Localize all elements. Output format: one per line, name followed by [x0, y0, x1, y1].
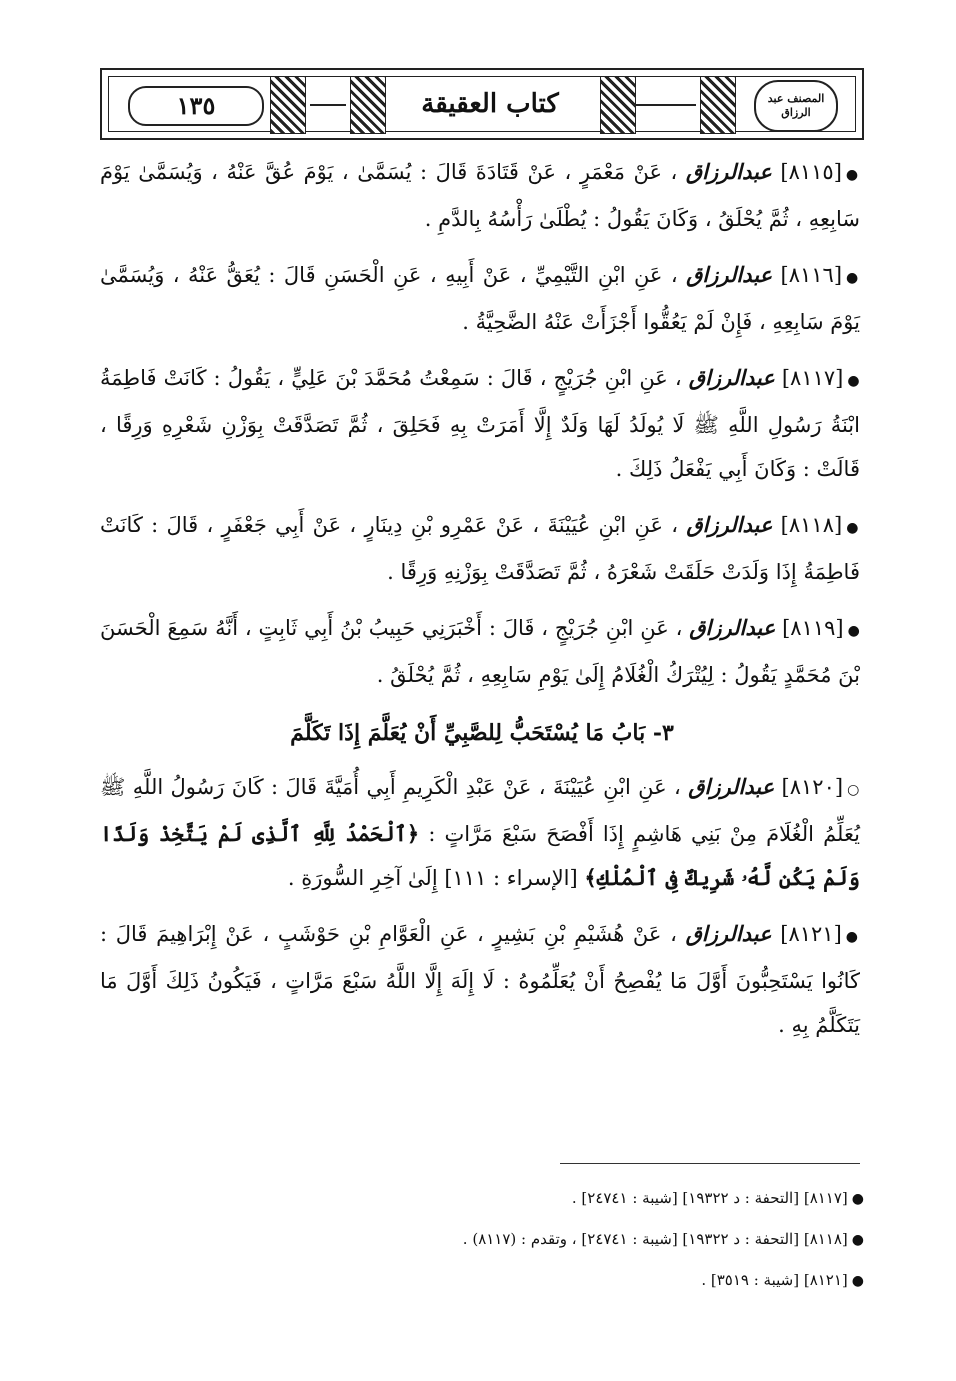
footnote-item: [100, 1219, 864, 1260]
narrator-name: عبدالرزاق: [686, 512, 773, 537]
ornament-left-icon: [270, 76, 306, 134]
bullet-icon: ●: [851, 1232, 864, 1248]
hadith-8121: [100, 912, 864, 1047]
hadith-number: [٨١٢١]: [780, 922, 842, 946]
quran-verse: ﴿ٱلْحَمْدُ لِلَّهِ ٱلَّذِى لَمْ يَتَّخِذْ وَلَدًا وَلَمْ يَكُن لَّهُۥ شَرِيكٌ فِى ٱلْمُلْكِ﴾: [100, 821, 860, 890]
footnote-text: [٨١١٨] [التحفة : د ١٩٣٢٢] [شيبة : ٢٤٧٤١] ، وتقدم : (٨١١٧) .: [462, 1230, 848, 1248]
hadith-8117: [100, 356, 864, 491]
page-number: ١٣٥: [128, 86, 264, 126]
hadith-8115: [100, 150, 864, 241]
narrator-name: عبدالرزاق: [685, 921, 772, 946]
hadith-number: [٨١١٦]: [780, 263, 843, 287]
ornament-center-left-icon: [350, 76, 386, 134]
bullet-icon: ●: [846, 270, 860, 286]
verse-reference: [الإسراء : ١١١] إِلَىٰ آخِرِ السُّورَةِ .: [287, 866, 578, 890]
chapter-title: ٣- بَابُ مَا يُسْتَحَبُّ لِلصَّبِيِّ أَنْ يُعَلَّمَ إِذَا تَكَلَّمَ: [290, 720, 674, 746]
hadith-number: [٨١١٥]: [780, 160, 842, 184]
hadith-8116: [100, 253, 864, 344]
narrator-name: عبدالرزاق: [685, 159, 772, 184]
page-content: [100, 150, 864, 1059]
bullet-icon: ●: [845, 929, 860, 945]
hadith-text: ، عَنِ ابْنِ التَّيْمِيِّ ، عَنْ أَبِيهِ ، عَنِ الْحَسَنِ قَالَ : يُعَقُّ عَنْهُ ، وَيُسَمَّىٰ يَوْمَ سَابِعِهِ ، فَإِنْ لَمْ يَعُقُّوا أَجْزَأَتْ عَنْهُ الضَّحِيَّةُ .: [100, 263, 860, 334]
book-logo-icon: [754, 80, 838, 132]
bullet-icon: ●: [851, 1191, 864, 1207]
narrator-name: عبدالرزاق: [688, 365, 775, 390]
bullet-icon: ●: [847, 623, 861, 639]
bullet-icon: ●: [847, 373, 860, 389]
ornament-center-right-icon: [600, 76, 636, 134]
hadith-text: ، عَنِ ابْنِ جُرَيْجٍ ، قَالَ : أَخْبَرَنِي حَبِيبُ بْنُ أَبِي ثَابِتٍ ، أَنَّهُ سَمِعَ الْحَسَنَ بْنَ مُحَمَّدٍ يَقُولُ : لِيُتْرَكُ الْغُلَامُ إِلَىٰ يَوْمِ سَابِعِهِ ، ثُمَّ يُحْلَقُ .: [100, 616, 860, 687]
hadith-number: [٨١١٩]: [782, 616, 844, 640]
book-title: كتاب العقيقة: [421, 89, 559, 119]
footnote-text: [٨١٢١] [شيبة : ٣٥١٩] .: [701, 1271, 848, 1289]
footnotes: [100, 1178, 864, 1301]
hadith-number: [٨١١٨]: [780, 513, 843, 537]
footnote-item: [100, 1178, 864, 1219]
bullet-icon: ●: [851, 1273, 864, 1289]
footnote-text: [٨١١٧] [التحفة : د ١٩٣٢٢] [شيبة : ٢٤٧٤١] .: [571, 1189, 848, 1207]
hadith-8118: [100, 503, 864, 594]
hadith-text: ، عَنِ ابْنِ عُيَيْنَةَ ، عَنْ عَمْرِو بْنِ دِينَارٍ ، عَنْ أَبِي جَعْفَرٍ ، قَالَ : كَانَتْ فَاطِمَةُ إِذَا وَلَدَتْ حَلَقَتْ شَعْرَهُ ، ثُمَّ تَصَدَّقَتْ بِوَزْنِهِ وَرِقًا .: [100, 513, 860, 584]
hadith-text: ، عَنِ ابْنِ عُيَيْنَةَ ، عَنْ عَبْدِ الْكَرِيمِ أَبِي أُمَيَّةَ قَالَ : كَانَ رَسُولُ اللَّهِ ﷺ يُعَلِّمُ الْغُلَامَ مِنْ بَنِي هَاشِمٍ إِذَا أَفْصَحَ سَبْعَ مَرَّاتٍ :: [100, 775, 860, 846]
hadith-text: ، عَنْ مَعْمَرٍ ، عَنْ قَتَادَةَ قَالَ : يُسَمَّىٰ ، يَوْمَ عُقَّ عَنْهُ ، وَيُسَمَّىٰ يَوْمَ سَابِعِهِ ، ثُمَّ يُحْلَقُ ، وَكَانَ يَقُولُ : يُطْلَىٰ رَأْسُهُ بِالدَّمِ .: [100, 160, 860, 231]
hadith-number: [٨١١٧]: [781, 366, 844, 390]
hadith-8119: [100, 606, 864, 697]
narrator-name: عبدالرزاق: [686, 262, 773, 287]
footnote-separator: [560, 1163, 860, 1164]
ornament-right-icon: [700, 76, 736, 134]
bullet-icon: ●: [845, 167, 860, 183]
hadith-text: ، عَنْ هُشَيْمِ بْنِ بَشِيرٍ ، عَنِ الْعَوَّامِ بْنِ حَوْشَبٍ ، عَنْ إِبْرَاهِيمَ قَالَ : كَانُوا يَسْتَحِبُّونَ أَوَّلَ مَا يُفْصِحُ أَنْ يُعَلِّمُوهُ : لَا إِلَهَ إِلَّا اللَّهُ سَبْعَ مَرَّاتٍ ، فَيَكُونُ ذَلِكَ أَوَّلَ مَا يَتَكَلَّمُ بِهِ .: [100, 922, 860, 1037]
narrator-name: عبدالرزاق: [689, 615, 776, 640]
open-bullet-icon: ○: [847, 782, 860, 798]
hadith-8120: [100, 765, 864, 900]
footnote-item: [100, 1260, 864, 1301]
logo-text: المصنف عبد الرزاق: [767, 92, 825, 119]
page-header: [100, 68, 864, 140]
bullet-icon: ●: [846, 520, 861, 536]
narrator-name: عبدالرزاق: [688, 774, 775, 799]
hadith-number: [٨١٢٠]: [781, 775, 844, 799]
header-rule: [636, 104, 696, 106]
hadith-text: ، عَنِ ابْنِ جُرَيْجٍ ، قَالَ : سَمِعْتُ مُحَمَّدَ بْنَ عَلِيٍّ ، يَقُولُ : كَانَتْ فَاطِمَةُ ابْنَةُ رَسُولِ اللَّهِ ﷺ لَا يُولَدُ لَهَا وَلَدٌ إِلَّا أَمَرَتْ بِهِ فَحَلِقَ ، ثُمَّ تَصَدَّقَتْ بِوَزْنِ شَعْرِهِ وَرِقًا ، قَالَتْ : وَكَانَ أَبِي يَفْعَلُ ذَلِكَ .: [100, 366, 860, 481]
header-rule: [310, 104, 346, 106]
